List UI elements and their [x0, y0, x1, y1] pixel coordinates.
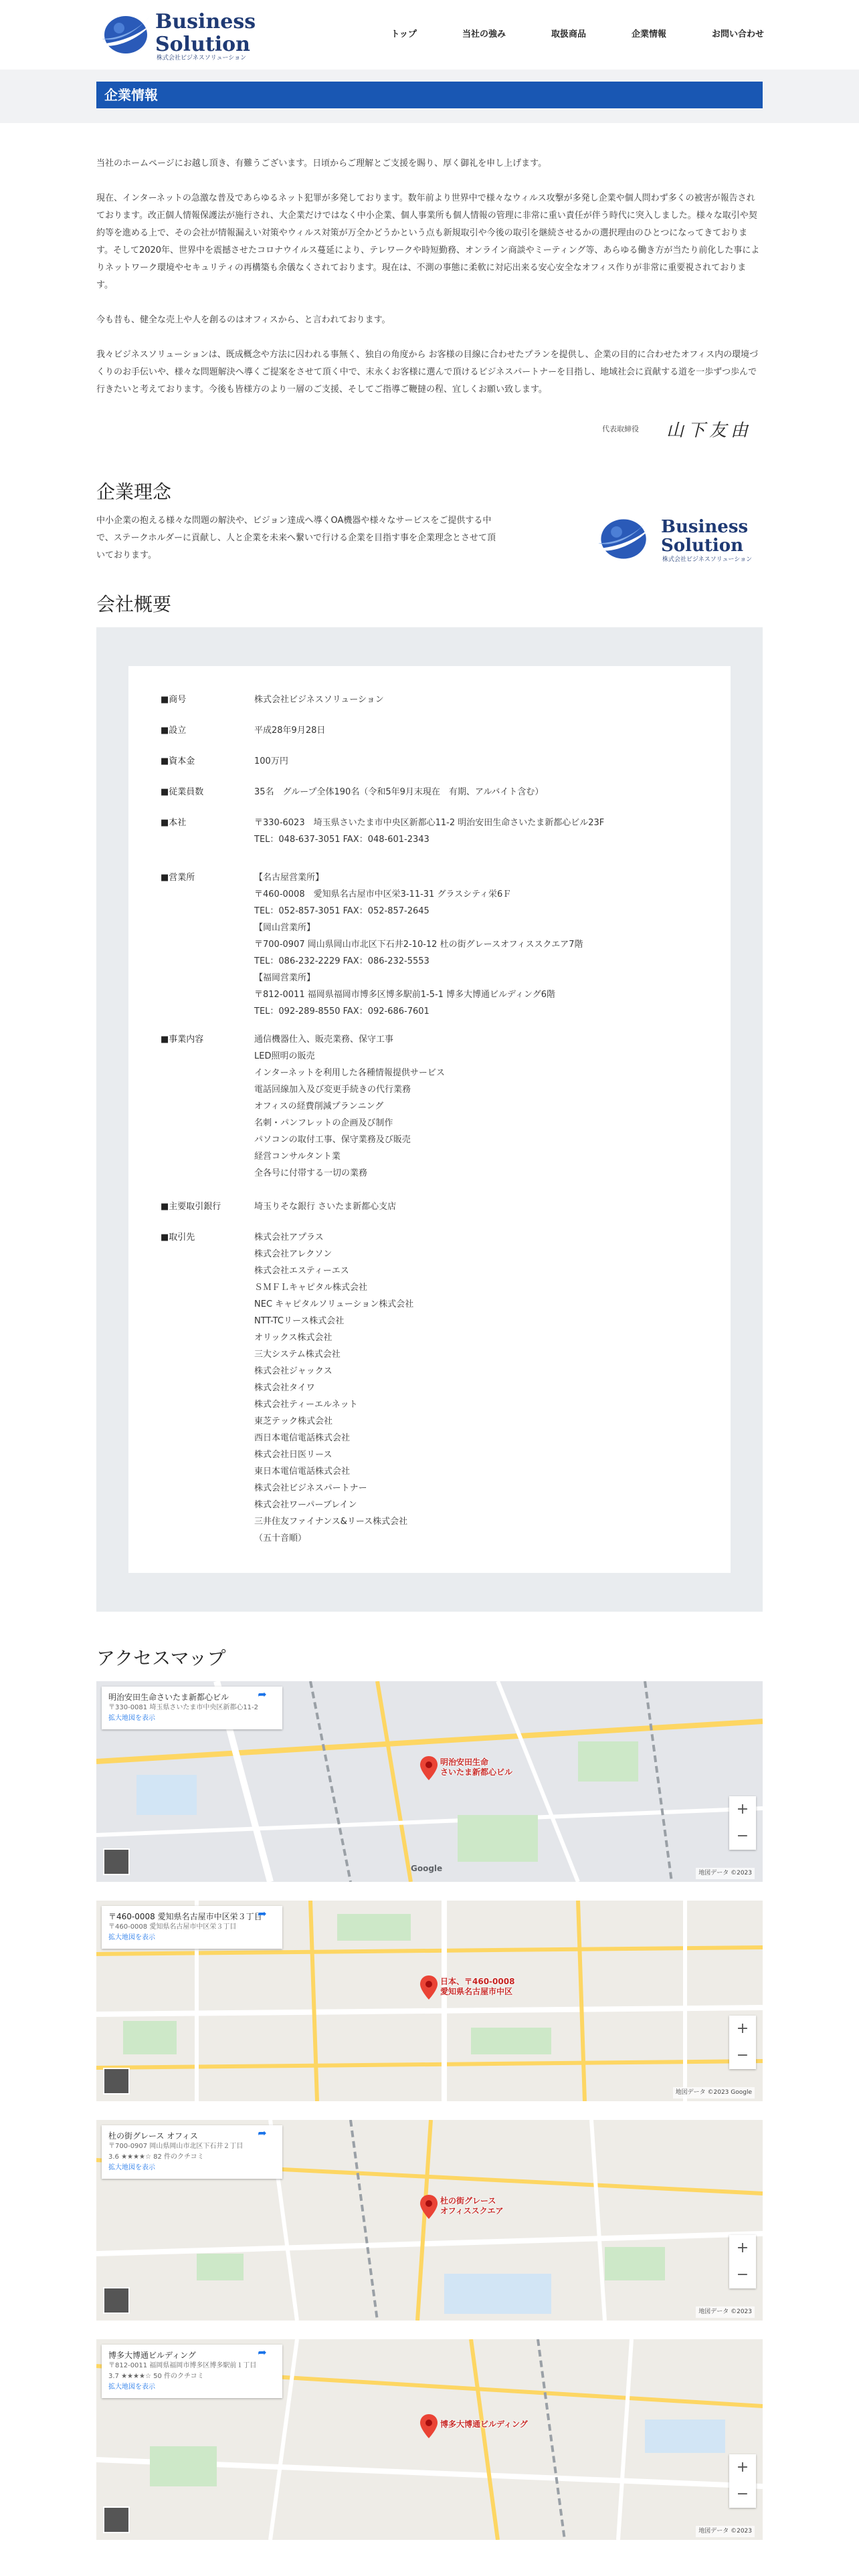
- map-copyright[interactable]: 地図データ ©2023 Google: [673, 2087, 755, 2099]
- overview-row: [161, 1031, 709, 1182]
- signature-name: 山下友由: [666, 421, 753, 441]
- overview-row: [161, 1198, 709, 1215]
- overview-value-line: 株式会社ビジネスソリューション: [254, 695, 384, 705]
- map-headquarters[interactable]: [96, 1681, 763, 1882]
- map-pin-label: 明治安田生命 さいたま新都心ビル: [440, 1757, 513, 1777]
- logo-word-1: Business: [661, 517, 749, 537]
- overview-value: [254, 869, 709, 1020]
- map-larger-link[interactable]: 拡大地図を表示: [108, 2164, 155, 2171]
- overview-row: [161, 815, 709, 848]
- logo-subtext: 株式会社ビジネスソリューション: [157, 55, 247, 62]
- company-logo[interactable]: [95, 8, 269, 62]
- zoom-out-icon[interactable]: −: [736, 1828, 749, 1844]
- map-place-rating: 3.6 ★★★★☆ 82 件のクチコミ: [108, 2153, 204, 2161]
- greeting-paragraph-1: 当社のホームページにお越し頂き、有難うございます。日頃からご理解とご支援を賜り、厚く御礼を申し上げます。: [96, 158, 547, 169]
- map-zoom-control[interactable]: [729, 2454, 756, 2508]
- overview-card: [128, 666, 731, 1573]
- logo-swoosh-icon: [586, 512, 660, 566]
- overview-value-line: 株式会社ビジネスパートナー: [254, 1483, 367, 1493]
- map-place-address: 〒700-0907 岡山県岡山市北区下石井２丁目: [108, 2143, 244, 2150]
- overview-value-line: 三井住友ファイナンス&リース株式会社: [254, 1517, 408, 1527]
- nav-strengths[interactable]: 当社の強み: [462, 29, 506, 39]
- overview-value-line: 株式会社アプラス: [254, 1232, 324, 1243]
- overview-value-line: 三大システム株式会社: [254, 1350, 341, 1360]
- map-pin-icon[interactable]: [420, 1756, 438, 1780]
- nav-contact[interactable]: お問い合わせ: [711, 29, 764, 39]
- map-larger-link[interactable]: 拡大地図を表示: [108, 1715, 155, 1722]
- overview-value-line: 〒700-0907 岡山県岡山市北区下石井2-10-12 杜の街グレースオフィススクエア7階: [254, 940, 583, 950]
- overview-value: [254, 722, 709, 739]
- overview-value-line: ＳＭＦＬキャピタル株式会社: [254, 1283, 368, 1293]
- overview-label: ■従業員数: [161, 787, 204, 797]
- overview-value-line: NTT-TCリース株式会社: [254, 1316, 345, 1326]
- street-view-icon[interactable]: [103, 2506, 130, 2533]
- philosophy-logo: [586, 512, 763, 566]
- ceo-signature: [602, 415, 763, 441]
- map-pin-icon[interactable]: [420, 2414, 438, 2438]
- map-pin-label: 杜の街グレース オフィススクエア: [440, 2196, 504, 2216]
- overview-value: [254, 1031, 709, 1182]
- logo-subtext: 株式会社ビジネスソリューション: [662, 556, 753, 563]
- map-place-title: 〒460-0008 愛知県名古屋市中区栄３丁目: [108, 1912, 262, 1921]
- zoom-in-icon[interactable]: +: [736, 1801, 749, 1818]
- overview-value: [254, 1198, 709, 1215]
- map-place-rating: 3.7 ★★★★☆ 50 件のクチコミ: [108, 2373, 204, 2380]
- overview-label: ■営業所: [161, 873, 195, 883]
- map-copyright[interactable]: 地図データ ©2023: [696, 1868, 755, 1879]
- page-title: 企業情報: [96, 82, 763, 108]
- map-place-address: 〒330-0081 埼玉県さいたま市中央区新都心11-2: [108, 1704, 259, 1711]
- map-pin-label: 博多大博通ビルディング: [440, 2420, 528, 2429]
- map-larger-link[interactable]: 拡大地図を表示: [108, 2383, 155, 2391]
- street-view-icon[interactable]: [103, 1848, 130, 1875]
- zoom-out-icon[interactable]: −: [736, 2486, 749, 2502]
- map-place-title: 杜の街グレース オフィス: [108, 2131, 198, 2141]
- overview-value-line: 東日本電信電話株式会社: [254, 1467, 351, 1477]
- map-pin-label: 日本、〒460-0008 愛知県名古屋市中区: [440, 1977, 515, 1996]
- philosophy-text: 中小企業の抱える様々な問題の解決や、ビジョン達成へ導くOA機器や様々なサービスをご提供する中で、ステークホルダーに貢献し、人と企業を未来へ繋いで行ける企業を目指す事を企業理念とさせて頂いております。: [96, 516, 496, 560]
- logo-swoosh-icon: [95, 9, 155, 60]
- street-view-icon[interactable]: [103, 2068, 130, 2095]
- overview-label: ■主要取引銀行: [161, 1202, 221, 1212]
- greeting-paragraph-4: 我々ビジネスソリューションは、既成概念や方法に囚われる事無く、独自の角度から お客様の目線に合わせたプランを提供し、企業の目的に合わせたオフィス内の環境づくりのお手伝いや、様々な問題解決へ導くご提案をさせて頂く中で、末永くお客様に選んで頂けるビジネスパートナーを目指し、地域社会に貢献する道を一歩ずつ歩んで行きたいと考えております。今後も皆様方のより一層のご支援、そしてご指導ご鞭撻の程、宜しくお願い致します。: [96, 350, 759, 395]
- overview-row: [161, 691, 709, 708]
- overview-value: [254, 784, 709, 800]
- overview-value-line: 株式会社ワーパーブレイン: [254, 1500, 357, 1510]
- logo-word-1: Business: [155, 10, 256, 33]
- overview-value-line: 株式会社ティーエルネット: [254, 1400, 358, 1410]
- directions-icon[interactable]: ➦: [258, 1907, 267, 1920]
- signature-title: 代表取締役: [602, 425, 639, 433]
- overview-value: [254, 1229, 709, 1547]
- overview-value-line: 株式会社日医リース: [254, 1450, 332, 1460]
- overview-value-line: 株式会社ジャックス: [254, 1366, 332, 1376]
- overview-label: ■本社: [161, 818, 187, 828]
- zoom-in-icon[interactable]: +: [736, 2459, 749, 2476]
- overview-value-line: LED照明の販売: [254, 1051, 315, 1061]
- overview-label: ■商号: [161, 695, 187, 705]
- overview-value-line: TEL：052-857-3051 FAX：052-857-2645: [254, 906, 430, 916]
- site-header: [0, 0, 859, 70]
- directions-icon[interactable]: ➦: [258, 2346, 267, 2359]
- nav-products[interactable]: 取扱商品: [551, 29, 586, 39]
- overview-value-line: 埼玉りそな銀行 さいたま新都心支店: [254, 1202, 397, 1212]
- overview-value-line: 35名 グループ全体190名（令和5年9月末現在 有期、アルバイト含む）: [254, 787, 544, 797]
- overview-value-line: 経営コンサルタント業: [254, 1152, 341, 1162]
- overview-value-line: インターネットを利用した各種情報提供サービス: [254, 1068, 445, 1078]
- overview-value-line: 平成28年9月28日: [254, 726, 326, 736]
- overview-row: [161, 784, 709, 800]
- overview-value-line: 〒330-6023 埼玉県さいたま市中央区新都心11-2 明治安田生命さいたま新都心ビル23F: [254, 818, 605, 828]
- map-copyright[interactable]: 地図データ ©2023: [696, 2306, 755, 2318]
- map-zoom-control[interactable]: [729, 2016, 756, 2069]
- map-okayama[interactable]: [96, 2120, 763, 2321]
- zoom-in-icon[interactable]: +: [736, 2020, 749, 2037]
- overview-value-line: 100万円: [254, 756, 288, 766]
- logo-wordmark: [155, 11, 256, 56]
- directions-icon[interactable]: ➦: [258, 1688, 267, 1701]
- logo-word-2: Solution: [155, 33, 250, 56]
- philosophy-heading: 企業理念: [96, 481, 172, 503]
- map-nagoya[interactable]: [96, 1901, 763, 2101]
- overview-value-line: 株式会社エスティーエス: [254, 1266, 349, 1276]
- map-zoom-control[interactable]: [729, 2235, 756, 2288]
- overview-value-line: 【名古屋営業所】: [254, 873, 324, 883]
- google-logo: Google: [411, 1864, 443, 1874]
- zoom-in-icon[interactable]: +: [736, 2240, 749, 2256]
- access-heading: アクセスマップ: [96, 1647, 226, 1669]
- overview-heading: 会社概要: [96, 593, 172, 615]
- company-overview: [96, 627, 763, 1612]
- overview-label: ■取引先: [161, 1232, 195, 1243]
- zoom-out-icon[interactable]: −: [736, 2266, 749, 2283]
- street-view-icon[interactable]: [103, 2287, 130, 2314]
- overview-value: [254, 691, 709, 708]
- logo-word-2: Solution: [661, 536, 744, 556]
- zoom-out-icon[interactable]: −: [736, 2047, 749, 2064]
- directions-icon[interactable]: ➦: [258, 2127, 267, 2139]
- overview-value-line: 名刺・パンフレットの企画及び制作: [254, 1118, 393, 1128]
- overview-value-line: 株式会社タイワ: [254, 1383, 315, 1393]
- map-fukuoka[interactable]: [96, 2339, 763, 2540]
- overview-value-line: TEL：092-289-8550 FAX：092-686-7601: [254, 1006, 430, 1016]
- main-nav: [368, 27, 764, 43]
- nav-top[interactable]: トップ: [391, 29, 417, 39]
- overview-value-line: （五十音順）: [254, 1533, 307, 1543]
- overview-value-line: 東芝テック株式会社: [254, 1416, 333, 1426]
- overview-row: [161, 753, 709, 770]
- map-copyright[interactable]: 地図データ ©2023: [696, 2526, 755, 2537]
- logo-wordmark: [661, 518, 748, 555]
- overview-row: [161, 869, 709, 1020]
- overview-value-line: オフィスの経費削減プランニング: [254, 1101, 384, 1111]
- overview-value-line: 〒812-0011 福岡県福岡市博多区博多駅前1-5-1 博多大博通ビルディング6階: [254, 990, 556, 1000]
- map-pin-icon[interactable]: [420, 2195, 438, 2219]
- greeting-paragraph-3: 今も昔も、健全な売上や人を創るのはオフィスから、と言われております。: [96, 315, 391, 325]
- overview-value: [254, 753, 709, 770]
- overview-value-line: 電話回線加入及び変更手続きの代行業務: [254, 1085, 411, 1095]
- overview-label: ■事業内容: [161, 1035, 204, 1045]
- overview-value-line: NEC キャピタルソリューション株式会社: [254, 1299, 414, 1309]
- overview-value: [254, 815, 709, 848]
- greeting-section: [96, 155, 763, 416]
- overview-row: [161, 722, 709, 739]
- overview-value-line: 【福岡営業所】: [254, 973, 316, 983]
- map-place-title: 明治安田生命さいたま新都心ビル: [108, 1693, 229, 1702]
- map-larger-link[interactable]: 拡大地図を表示: [108, 1934, 155, 1941]
- map-zoom-control[interactable]: [729, 1796, 756, 1850]
- overview-value-line: パソコンの取付工事、保守業務及び販売: [254, 1135, 411, 1145]
- overview-row: [161, 1229, 709, 1547]
- map-place-address: 〒812-0011 福岡県福岡市博多区博多駅前１丁目: [108, 2362, 257, 2369]
- overview-label: ■設立: [161, 726, 187, 736]
- overview-value-line: 全各号に付帯する一切の業務: [254, 1168, 368, 1178]
- overview-value-line: 通信機器仕入、販売業務、保守工事: [254, 1035, 394, 1045]
- overview-value-line: 【岡山営業所】: [254, 923, 316, 933]
- nav-company[interactable]: 企業情報: [631, 29, 666, 39]
- overview-label: ■資本金: [161, 756, 195, 766]
- map-place-address: 〒460-0008 愛知県名古屋市中区栄３丁目: [108, 1923, 237, 1931]
- overview-value-line: 株式会社アレクソン: [254, 1249, 332, 1259]
- overview-value-line: 〒460-0008 愛知県名古屋市中区栄3-11-31 グラスシティ栄6Ｆ: [254, 889, 512, 899]
- overview-value-line: オリックス株式会社: [254, 1333, 332, 1343]
- map-place-title: 博多大博通ビルディング: [108, 2351, 196, 2360]
- map-pin-icon[interactable]: [420, 1975, 438, 2000]
- overview-value-line: TEL：086-232-2229 FAX：086-232-5553: [254, 956, 430, 966]
- overview-value-line: 西日本電信電話株式会社: [254, 1433, 351, 1443]
- greeting-paragraph-2: 現在、インターネットの急激な普及であらゆるネット犯罪が多発しております。数年前より世界中で様々なウィルス攻撃が多発し企業や個人問わず多くの被害が報告されております。改正個人情報保護法が施行され、大企業だけではなく中小企業、個人事業所も個人情報の管理に非常に重い責任が伴う時代に突入しました。様々な取引や契約等を進める上で、その会社が情報漏えい対策やウィルス対策が万全かどうかという点も新規取引や今後の取引を継続させるかの選択理由のひとつになってきております。そして2020年、世界中を震撼させたコロナウイルス蔓延により、テレワークや時短勤務、オンライン商談やミーティング等、あらゆる働き方が当たり前化した事によりネットワーク環境やセキュリティの再構築も余儀なくされております。現在は、不測の事態に柔軟に対応出来る安心安全なオフィス作りが非常に重要視されております。: [96, 193, 760, 290]
- overview-value-line: TEL：048-637-3051 FAX：048-601-2343: [254, 835, 430, 845]
